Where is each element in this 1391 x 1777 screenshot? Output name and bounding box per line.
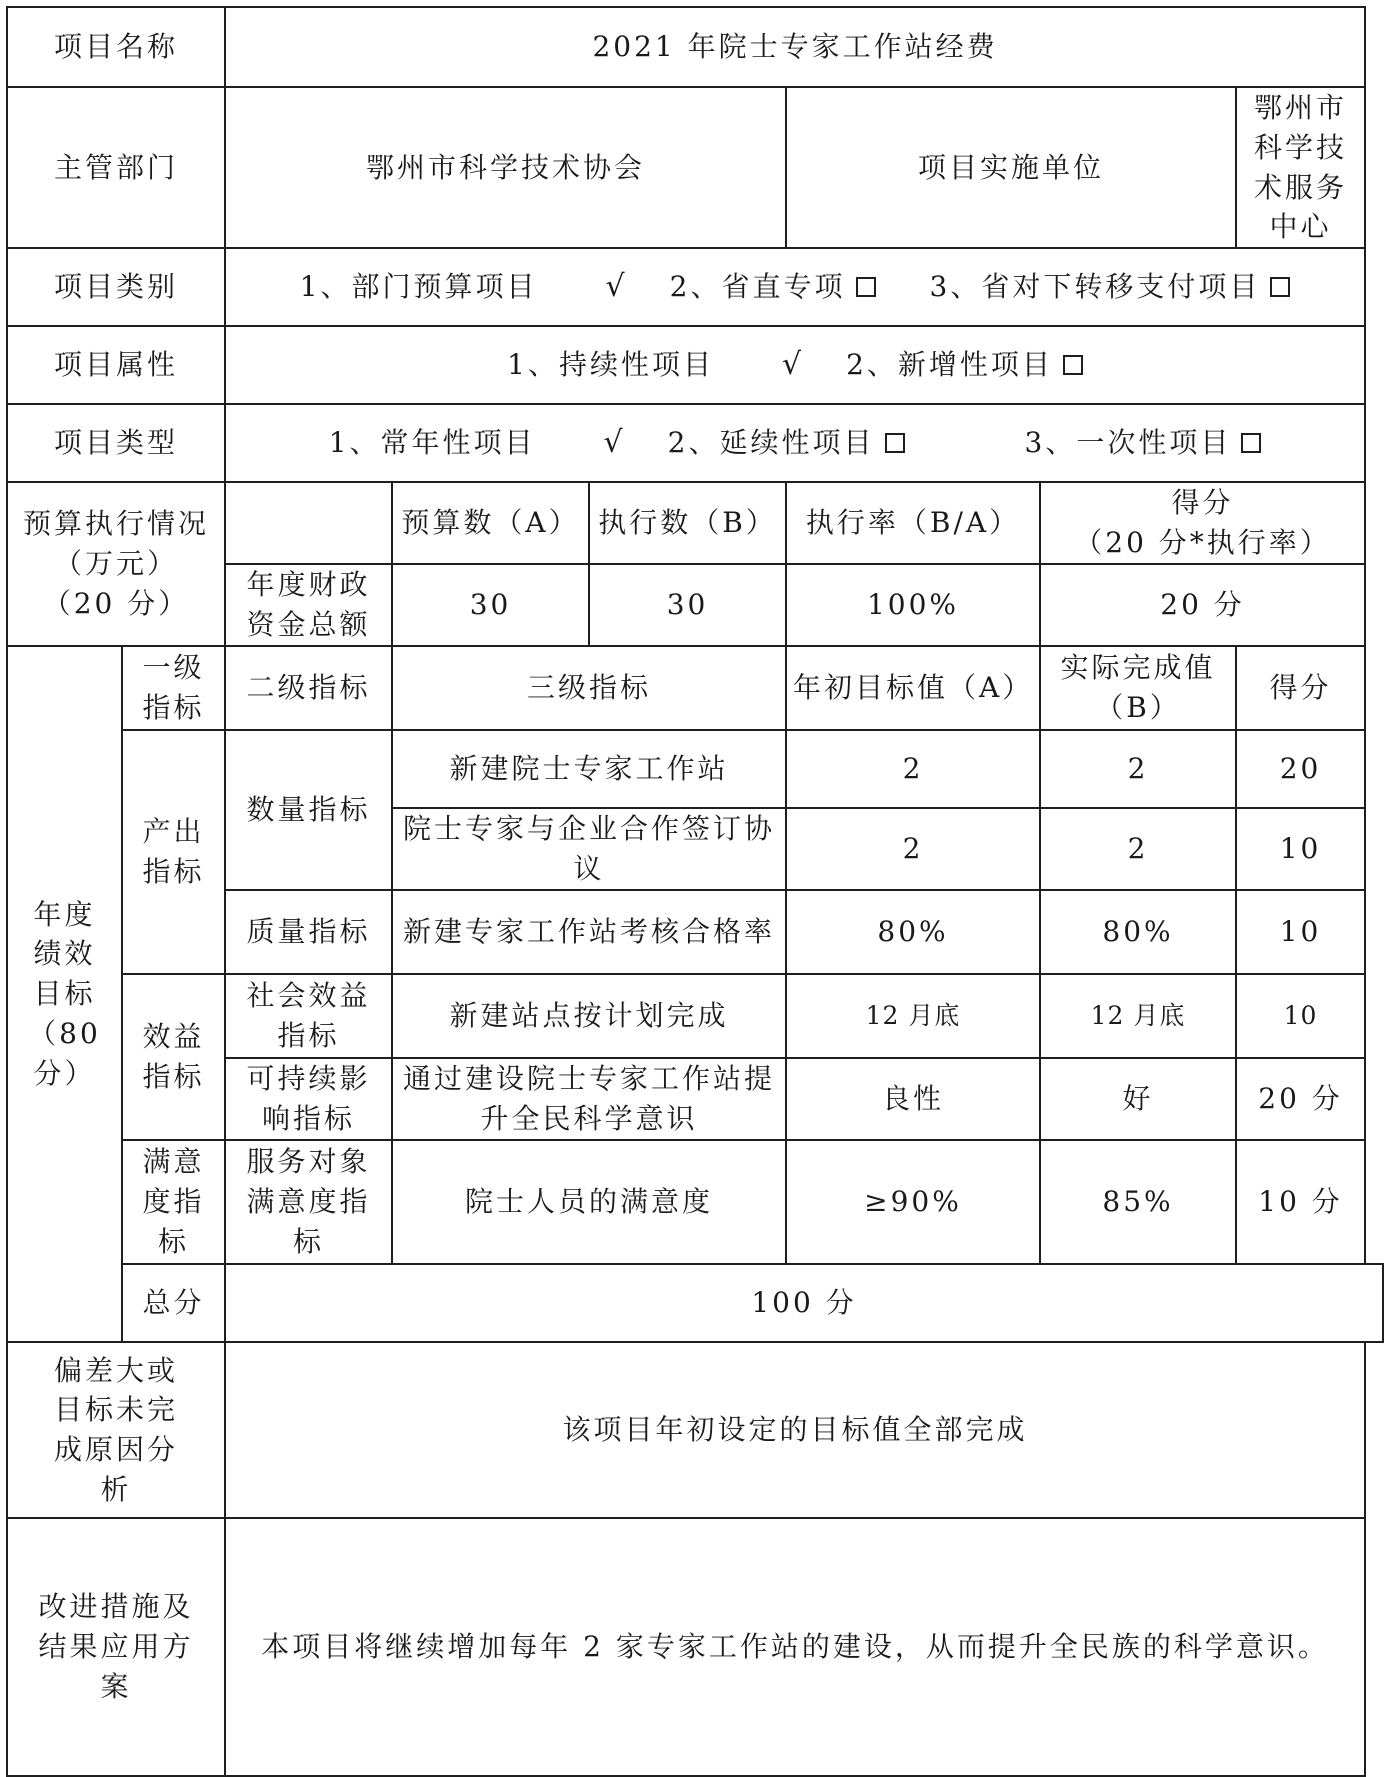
row-improvement bbox=[7, 1518, 1383, 1776]
row-deviation bbox=[7, 1342, 1383, 1518]
perf-h-target: 年初目标值（A） bbox=[786, 646, 1040, 730]
budget-a: 30 bbox=[392, 564, 589, 646]
satisfaction-indicator-label: 满意度指标 bbox=[122, 1140, 225, 1264]
indicator-name: 新建院士专家工作站 bbox=[392, 730, 786, 808]
budget-col-b: 执行数（B） bbox=[589, 482, 786, 564]
impl-unit-label: 项目实施单位 bbox=[786, 87, 1236, 248]
target-value: 良性 bbox=[786, 1058, 1040, 1140]
service-satisfaction-label: 服务对象满意度指标 bbox=[225, 1140, 392, 1264]
attribute-opt2: 2、新增性项目 bbox=[846, 347, 1053, 381]
row-total bbox=[7, 1264, 1383, 1342]
type-options bbox=[225, 404, 1365, 482]
check-mark-icon: √ bbox=[605, 268, 628, 304]
row-department bbox=[7, 87, 1383, 248]
perf-h-level1: 一级指标 bbox=[122, 646, 225, 730]
score-value: 10 bbox=[1236, 974, 1365, 1058]
row-budget-header bbox=[7, 482, 1383, 564]
impl-unit-value: 鄂州市科学技术服务中心 bbox=[1236, 87, 1365, 248]
perf-h-score: 得分 bbox=[1236, 646, 1365, 730]
department-label: 主管部门 bbox=[7, 87, 225, 248]
output-indicator-label: 产出指标 bbox=[122, 730, 225, 974]
project-name-label: 项目名称 bbox=[7, 7, 225, 87]
check-mark-icon: √ bbox=[603, 424, 626, 460]
project-name-value: 2021 年院士专家工作站经费 bbox=[225, 7, 1365, 87]
budget-rate: 100% bbox=[786, 564, 1040, 646]
total-label: 总分 bbox=[122, 1264, 225, 1342]
actual-value: 85% bbox=[1040, 1140, 1236, 1264]
actual-value: 12 月底 bbox=[1040, 974, 1236, 1058]
social-benefit-label: 社会效益指标 bbox=[225, 974, 392, 1058]
checkbox-empty-icon bbox=[1241, 433, 1261, 453]
perf-h-level3: 三级指标 bbox=[392, 646, 786, 730]
deviation-value: 该项目年初设定的目标值全部完成 bbox=[225, 1342, 1365, 1518]
table-row bbox=[7, 974, 1383, 1058]
checkbox-empty-icon bbox=[1063, 355, 1083, 375]
check-mark-icon: √ bbox=[781, 346, 805, 382]
target-value: 12 月底 bbox=[786, 974, 1040, 1058]
quantity-indicator-label: 数量指标 bbox=[225, 730, 392, 890]
department-value: 鄂州市科学技术协会 bbox=[225, 87, 786, 248]
budget-col-score: 得分 （20 分*执行率） bbox=[1040, 482, 1365, 564]
row-type bbox=[7, 404, 1383, 482]
target-value: ≥90% bbox=[786, 1140, 1040, 1264]
attribute-options bbox=[225, 326, 1365, 404]
budget-row-label: 年度财政资金总额 bbox=[225, 564, 392, 646]
category-opt3: 3、省对下转移支付项目 bbox=[929, 269, 1261, 303]
improvement-value: 本项目将继续增加每年 2 家专家工作站的建设，从而提升全民族的科学意识。 bbox=[225, 1518, 1365, 1776]
perf-h-actual: 实际完成值（B） bbox=[1040, 646, 1236, 730]
score-value: 20 分 bbox=[1236, 1058, 1365, 1140]
row-attribute bbox=[7, 326, 1383, 404]
budget-score: 20 分 bbox=[1040, 564, 1365, 646]
type-opt1: 1、常年性项目 bbox=[328, 425, 536, 459]
perf-label: 年度 绩效 目标 （80 分） bbox=[7, 646, 122, 1342]
budget-label: 预算执行情况 （万元） （20 分） bbox=[7, 482, 225, 646]
table-row bbox=[7, 1140, 1383, 1264]
category-options bbox=[225, 248, 1365, 326]
category-opt2: 2、省直专项 bbox=[669, 269, 846, 303]
indicator-name: 新建站点按计划完成 bbox=[392, 974, 786, 1058]
budget-b: 30 bbox=[589, 564, 786, 646]
improvement-label: 改进措施及结果应用方案 bbox=[7, 1518, 225, 1776]
checkbox-empty-icon bbox=[885, 433, 905, 453]
score-value: 20 bbox=[1236, 730, 1365, 808]
benefit-indicator-label: 效益指标 bbox=[122, 974, 225, 1140]
attribute-label: 项目属性 bbox=[7, 326, 225, 404]
target-value: 80% bbox=[786, 890, 1040, 974]
actual-value: 好 bbox=[1040, 1058, 1236, 1140]
row-perf-header bbox=[7, 646, 1383, 730]
row-project-name bbox=[7, 7, 1383, 87]
checkbox-empty-icon bbox=[856, 277, 876, 297]
indicator-name: 新建专家工作站考核合格率 bbox=[392, 890, 786, 974]
type-opt3: 3、一次性项目 bbox=[1024, 425, 1232, 459]
table-row bbox=[7, 730, 1383, 808]
category-label: 项目类别 bbox=[7, 248, 225, 326]
quality-indicator-label: 质量指标 bbox=[225, 890, 392, 974]
row-category bbox=[7, 248, 1383, 326]
actual-value: 2 bbox=[1040, 808, 1236, 890]
score-value: 10 bbox=[1236, 890, 1365, 974]
score-value: 10 分 bbox=[1236, 1140, 1365, 1264]
evaluation-table bbox=[6, 6, 1384, 1777]
budget-col-rate: 执行率（B/A） bbox=[786, 482, 1040, 564]
indicator-name: 通过建设院士专家工作站提升全民科学意识 bbox=[392, 1058, 786, 1140]
type-label: 项目类型 bbox=[7, 404, 225, 482]
attribute-opt1: 1、持续性项目 bbox=[507, 347, 714, 381]
budget-col-a: 预算数（A） bbox=[392, 482, 589, 564]
sustain-impact-label: 可持续影响指标 bbox=[225, 1058, 392, 1140]
indicator-name: 院士人员的满意度 bbox=[392, 1140, 786, 1264]
type-opt2: 2、延续性项目 bbox=[667, 425, 875, 459]
indicator-name: 院士专家与企业合作签订协议 bbox=[392, 808, 786, 890]
target-value: 2 bbox=[786, 730, 1040, 808]
budget-corner bbox=[225, 482, 392, 564]
actual-value: 80% bbox=[1040, 890, 1236, 974]
checkbox-empty-icon bbox=[1270, 277, 1290, 297]
actual-value: 2 bbox=[1040, 730, 1236, 808]
perf-h-level2: 二级指标 bbox=[225, 646, 392, 730]
target-value: 2 bbox=[786, 808, 1040, 890]
total-value: 100 分 bbox=[225, 1264, 1383, 1342]
category-opt1: 1、部门预算项目 bbox=[299, 269, 538, 303]
score-value: 10 bbox=[1236, 808, 1365, 890]
deviation-label: 偏差大或目标未完成原因分析 bbox=[7, 1342, 225, 1518]
